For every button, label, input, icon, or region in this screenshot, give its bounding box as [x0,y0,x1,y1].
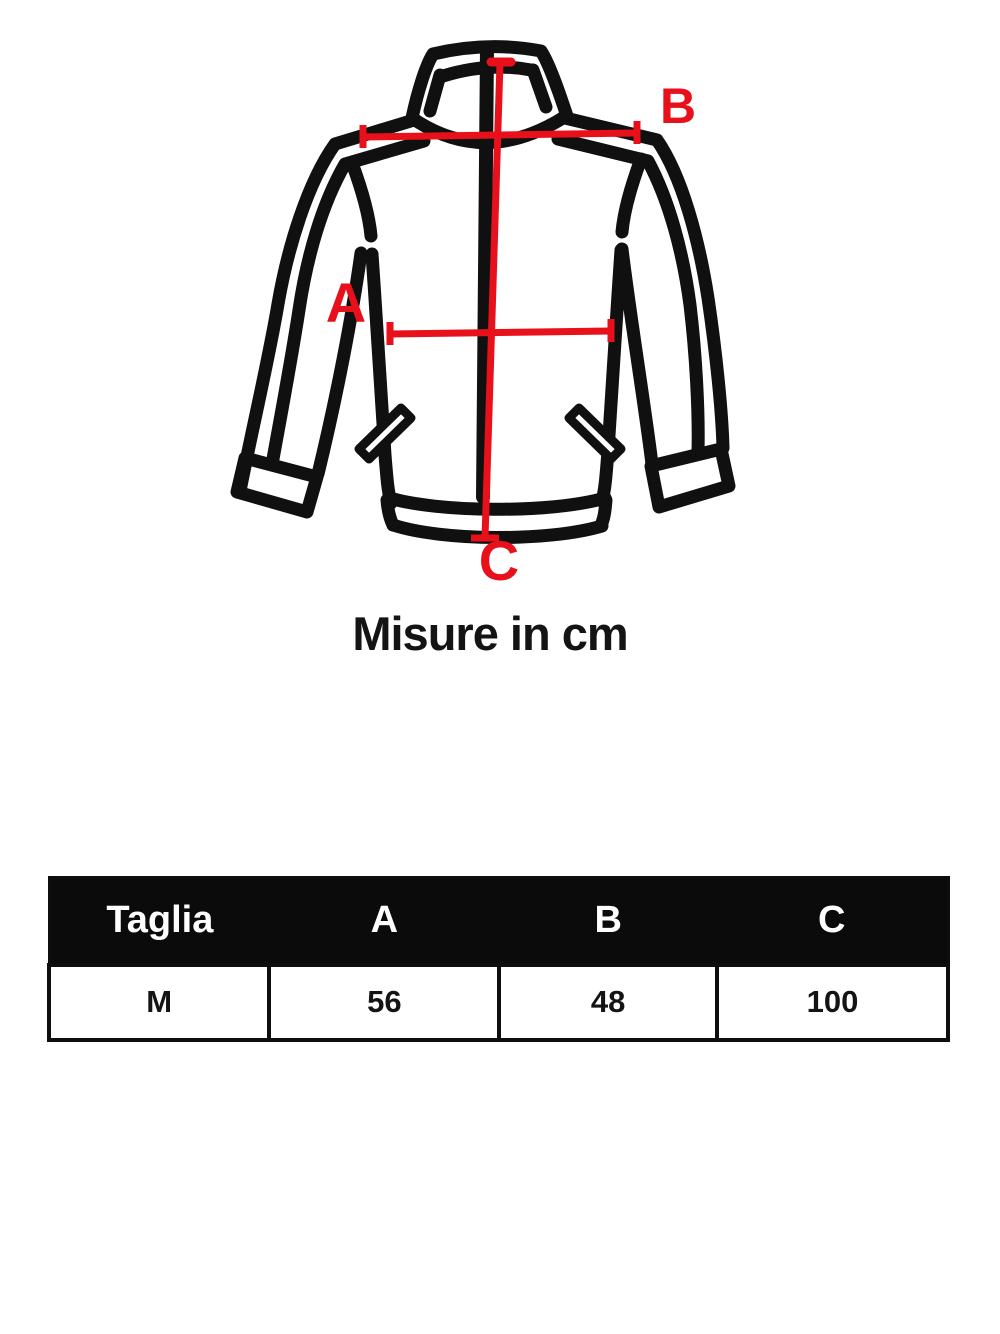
measurement-label-c: C [478,529,520,592]
header-cell-c: C [817,899,846,942]
right-cuff [651,449,729,507]
cell-c-value: 100 [717,965,948,1040]
size-table-row-m [49,965,948,1040]
collar-inner-side-left [430,75,440,111]
jacket-measurement-diagram [0,0,1000,620]
measurement-line-a [390,319,611,345]
size-table-header [49,878,948,965]
measurement-label-b: B [659,78,697,134]
cell-b-value: 48 [499,965,717,1040]
page-title: Misure in cm [352,607,628,660]
cell-taglia-value: M [49,965,269,1040]
left-raglan-seam [352,163,371,236]
size-table-header-row [49,878,948,965]
left-cuff [237,458,317,512]
left-body-side-edge [372,254,391,503]
right-raglan-seam [622,159,641,232]
hem-right-corner [601,500,606,525]
measurement-label-a: A [325,271,367,334]
measurement-lines [363,62,637,538]
collar-inner-side-right [533,70,546,107]
header-cell-a: A [370,899,399,942]
jacket-outline-illustration [237,47,729,538]
hem-upper-line [390,498,605,509]
right-sleeve-inner-edge [622,249,652,464]
cell-a-value: 56 [269,965,499,1040]
hem-left-corner [387,500,393,525]
header-cell-b: B [594,899,622,942]
size-table [47,876,950,1042]
header-cell-taglia: Taglia [106,899,214,942]
